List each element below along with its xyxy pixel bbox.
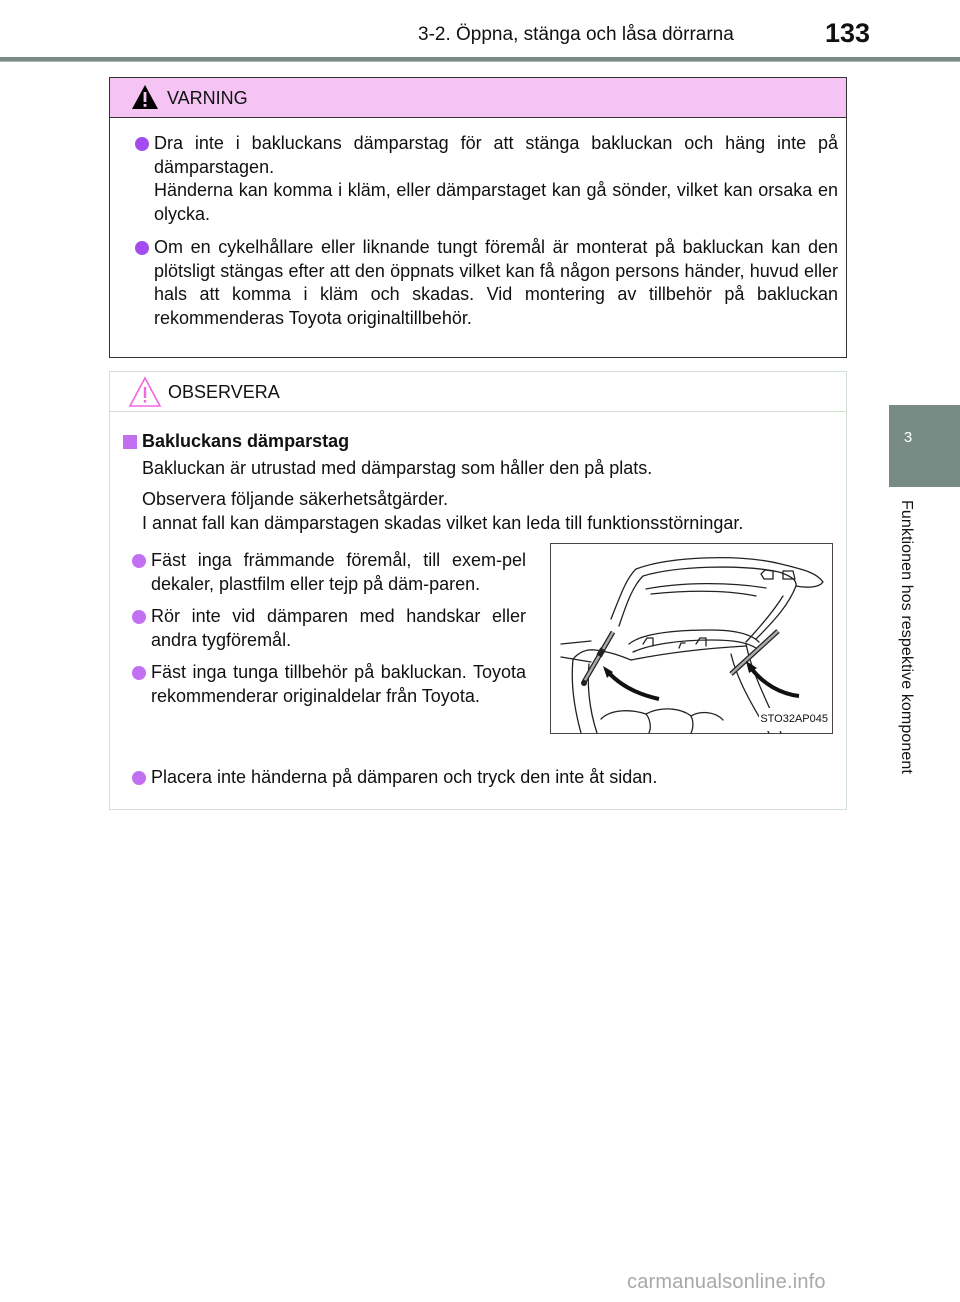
paragraph: Bakluckan är utrustad med dämparstag som håller den på plats.: [142, 457, 653, 478]
notice-title: OBSERVERA: [168, 382, 280, 402]
notice-item: [129, 605, 526, 652]
watermark: carmanualsonline.info: [627, 1271, 826, 1293]
notice-item: [121, 766, 836, 790]
tailgate-strut-illustration: [550, 543, 833, 734]
bullet-dot-icon: [132, 771, 146, 785]
bullet-dot-icon: [135, 241, 149, 255]
warning-item-text: Händerna kan komma i kläm, eller dämparstaget kan gå sönder, vilket kan orsaka en olycka.: [154, 180, 838, 224]
bullet-dot-icon: [132, 666, 146, 680]
paragraph-line: Observera följande säkerhetsåtgärder.: [142, 489, 449, 509]
warning-body: [110, 118, 846, 330]
header-divider-shadow: [0, 61, 960, 62]
chapter-number: 3: [903, 429, 913, 446]
warning-triangle-filled-icon: [131, 84, 159, 110]
section-title: 3-2. Öppna, stänga och låsa dörrarna: [418, 24, 734, 45]
warning-triangle-outline-icon: [128, 376, 162, 408]
notice-item: [129, 549, 526, 596]
notice-items-left: [129, 549, 526, 717]
notice-body: [110, 412, 846, 790]
warning-box: [109, 77, 847, 358]
paragraph: [121, 488, 836, 535]
section-heading-text: Bakluckans dämparstag: [142, 431, 350, 451]
warning-item: [132, 236, 838, 330]
notice-items-with-figure: [121, 549, 836, 769]
square-bullet-icon: [123, 435, 137, 449]
warning-title: VARNING: [167, 88, 248, 108]
notice-item-text: Rör inte vid dämparen med handskar eller andra tygföremål.: [151, 606, 526, 650]
warning-item-text: Om en cykelhållare eller liknande tungt föremål är monterat på bakluckan kan den plötsligt stängas efter att den öppnats vilket kan få någon persons händer, huvud eller hals att komma i kläm och skadas. Vid montering av tillbehör på bakluckan rekommenderas Toyota originaltillbehör.: [154, 237, 838, 328]
warning-item-text: Dra inte i bakluckans dämparstag för att stänga bakluckan och häng inte på dämparstagen.: [154, 133, 838, 177]
paragraph-line: I annat fall kan dämparstagen skadas vilket kan leda till funktionsstörningar.: [142, 512, 744, 533]
notice-header: [110, 372, 846, 412]
chapter-label: Funktionen hos respektive komponent: [898, 500, 915, 774]
bullet-dot-icon: [132, 554, 146, 568]
page-number: 133: [825, 18, 871, 48]
bullet-dot-icon: [132, 610, 146, 624]
notice-item: [129, 661, 526, 708]
notice-box: [109, 371, 847, 810]
section-heading: [121, 430, 836, 454]
warning-header: [110, 78, 846, 118]
warning-item: [132, 132, 838, 226]
tailgate-illustration-graphic: [551, 544, 832, 733]
notice-item-text: Fäst inga främmande föremål, till exem-pel dekaler, plastfilm eller tejp på däm-paren.: [151, 550, 526, 594]
notice-item-text: Fäst inga tunga tillbehör på bakluckan. Toyota rekommenderar originaldelar från Toyota.: [151, 662, 526, 706]
notice-item-text: Placera inte händerna på dämparen och tryck den inte åt sidan.: [151, 767, 658, 787]
bullet-dot-icon: [135, 137, 149, 151]
chapter-tab: [889, 405, 960, 487]
figure-code: STO32AP045: [759, 708, 829, 732]
